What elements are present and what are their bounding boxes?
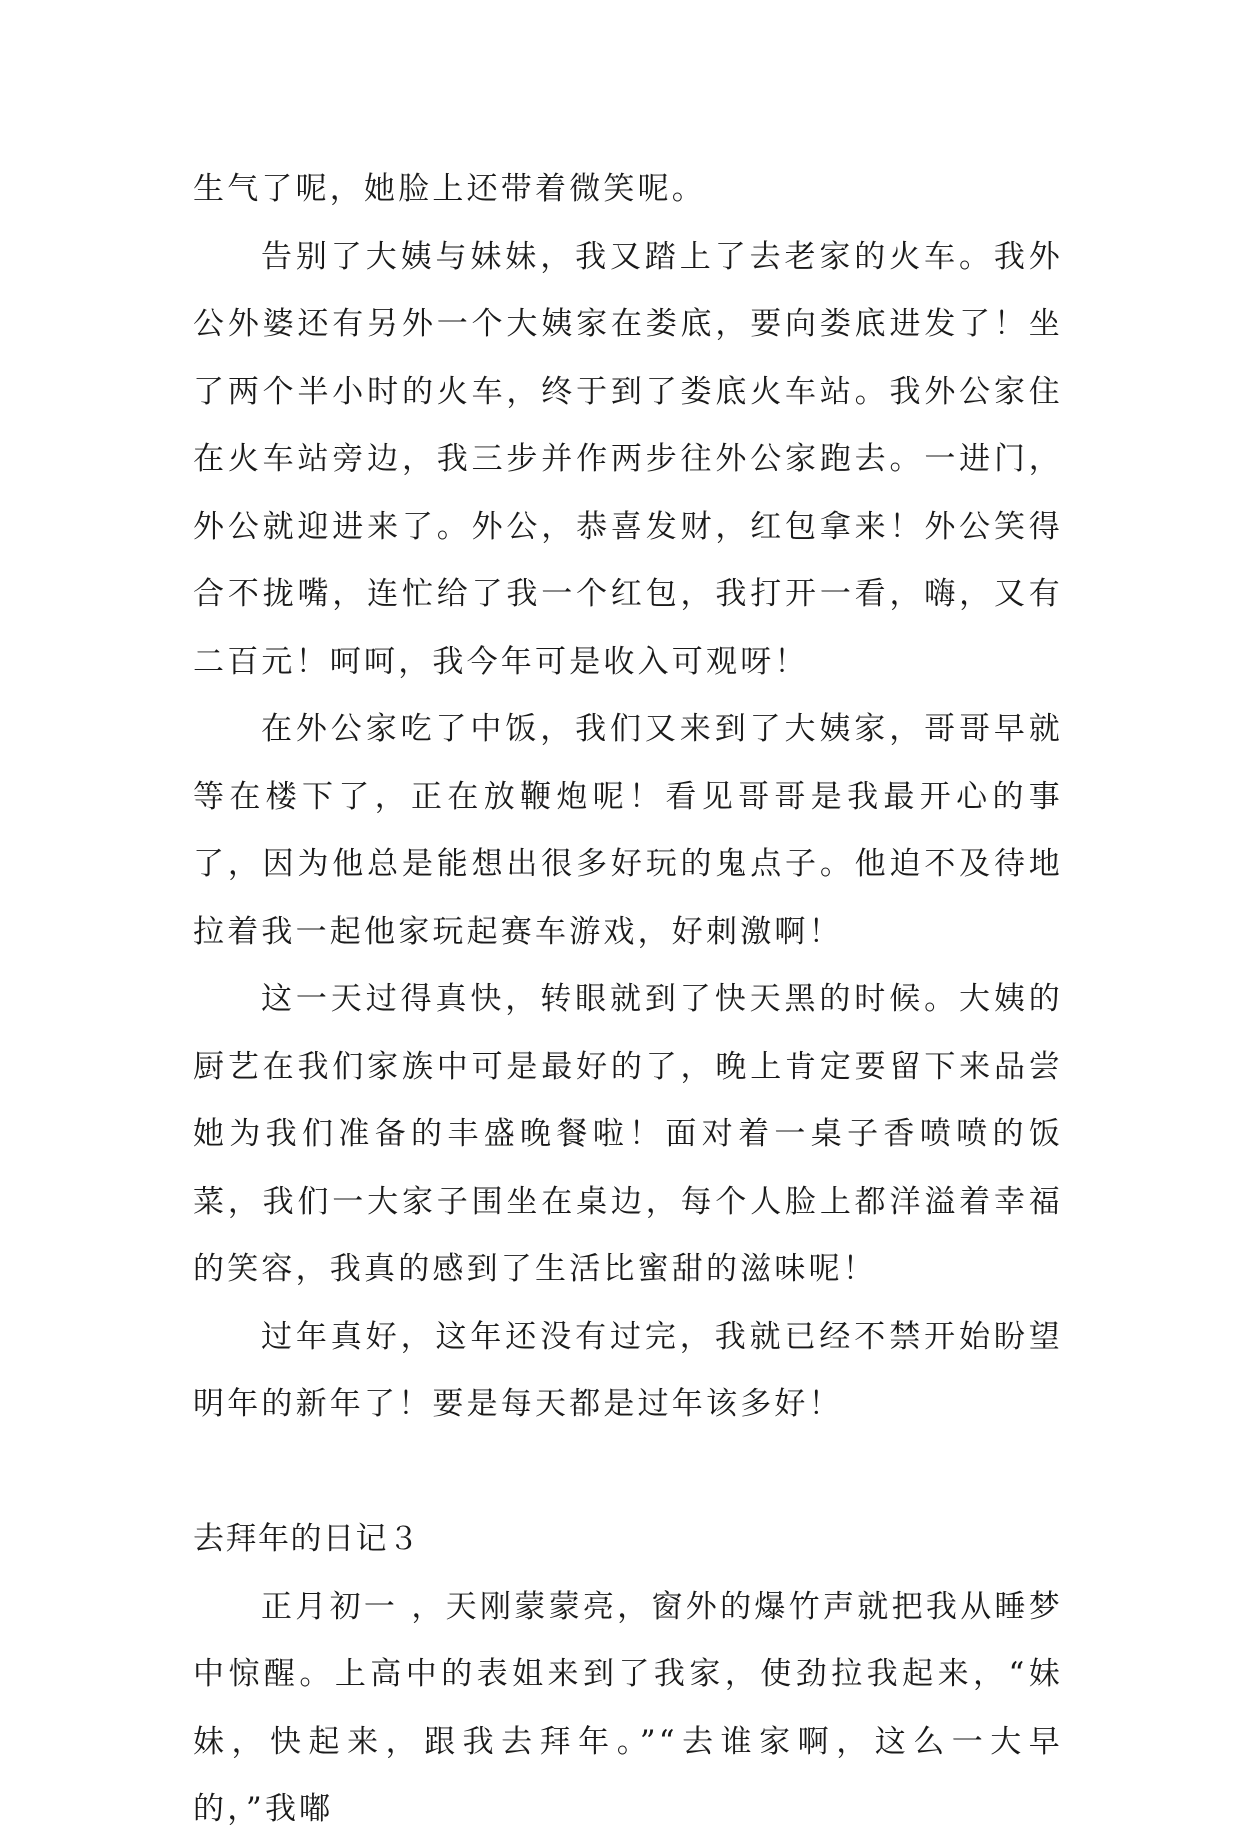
paragraph-new-year: 过年真好，这年还没有过完，我就已经不禁开始盼望明年的新年了！要是每天都是过年该多好！ [193,1318,1063,1422]
paragraph-cousin-visit: 在外公家吃了中饭，我们又来到了大姨家，哥哥早就等在楼下了，正在放鞭炮呢！看见哥哥是我最开心的事了，因为他总是能想出很多好玩的鬼点子。他迫不及待地拉着我一起他家玩起赛车游戏，好刺激啊！ [193,711,1063,950]
section-heading: 去拜年的日记３ [193,1521,421,1557]
section-spacer [193,1439,1063,1507]
paragraph-new-year-morning: 正月初一 ，天刚蒙蒙亮，窗外的爆竹声就把我从睡梦中惊醒。上高中的表姐来到了我家，使劲拉我起来，“妹妹，快起来，跟我去拜年。”“去谁家啊，这么一大早的，”我嘟 [193,1588,1063,1827]
document-body [193,156,1063,1844]
paragraph-continuation: 生气了呢，她脸上还带着微笑呢。 [193,171,706,207]
paragraph-farewell-train: 告别了大姨与妹妹，我又踏上了去老家的火车。我外公外婆还有另外一个大姨家在娄底，要向娄底进发了！坐了两个半小时的火车，终于到了娄底火车站。我外公家住在火车站旁边，我三步并作两步往外公家跑去。一进门，外公就迎进来了。外公，恭喜发财，红包拿来！外公笑得合不拢嘴，连忙给了我一个红包，我打开一看，嗨，又有二百元！呵呵，我今年可是收入可观呀！ [193,238,1063,680]
paragraph-dinner: 这一天过得真快，转眼就到了快天黑的时候。大姨的厨艺在我们家族中可是最好的了，晚上肯定要留下来品尝她为我们准备的丰盛晚餐啦！面对着一桌子香喷喷的饭菜，我们一大家子围坐在桌边，每个人脸上都洋溢着幸福的笑容，我真的感到了生活比蜜甜的滋味呢！ [193,981,1063,1287]
